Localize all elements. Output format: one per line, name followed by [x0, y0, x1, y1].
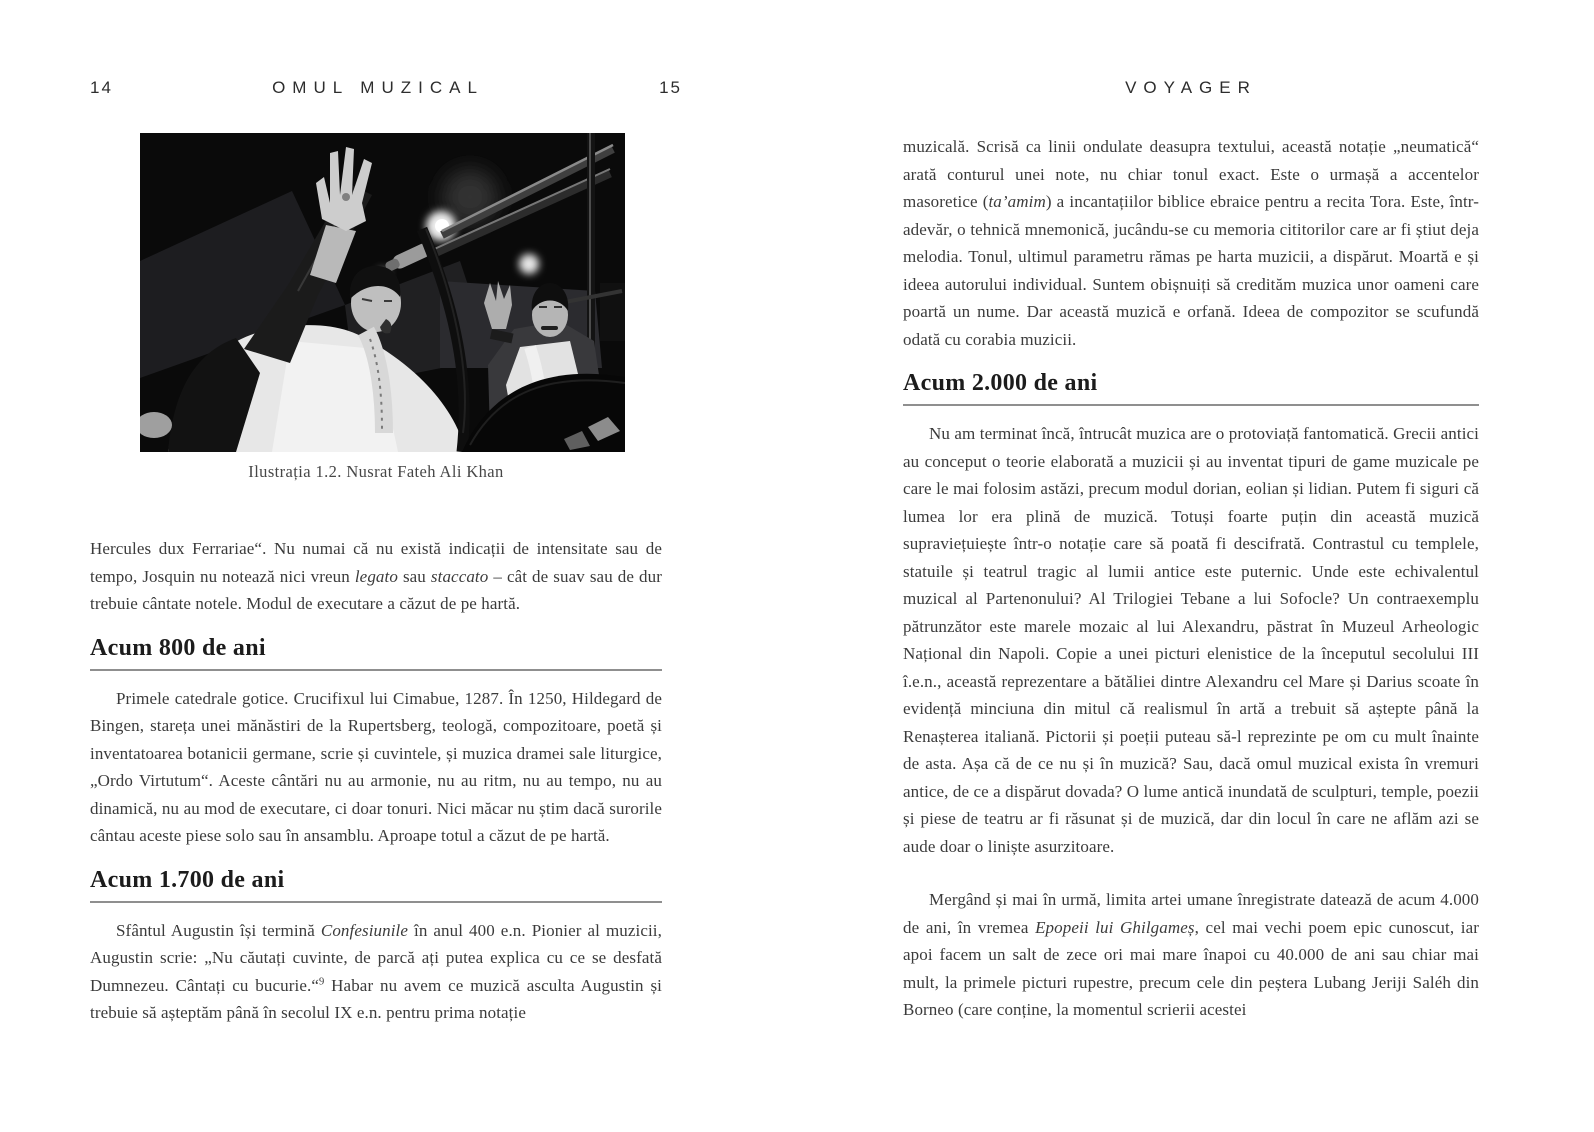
running-header-title: VOYAGER [1125, 78, 1257, 97]
running-header-title: OMUL MUZICAL [272, 78, 484, 97]
figure-caption: Ilustrația 1.2. Nusrat Fateh Ali Khan [248, 462, 504, 481]
paragraph: Sfântul Augustin își termină Confesiunile în anul 400 e.n. Pionier al muzicii, Augustin scrie: „Nu căutați cuvinte, de parcă ați putea explica cu ce se desfată Dumnezeu. Cântați cu bucurie.“$^9$ Habar nu avem ce muzică asculta Augustin și trebuie să așteptăm până în secolul IX e.n. pentru prima notație [90, 920, 662, 1022]
page-right [659, 0, 1594, 1132]
section-heading: Acum 2.000 de ani [903, 369, 1479, 406]
paragraph-continued: Hercules dux Ferrariae“. Nu numai că nu există indicații de intensitate sau de tempo, Josquin nu notează nici vreun legato sau staccato – cât de suav sau de dur trebuie cântate notele. Modul de executare a căzut de pe hartă. [90, 539, 662, 613]
paragraph: Mergând și mai în urmă, limita artei umane înregistrate datează de acum 4.000 de ani, în vremea Epopeii lui Ghilgameș, cel mai vechi poem epic cunoscut, iar apoi facem un salt de zece ori mai mare înapoi cu 40.000 de ani sau chiar mai mult, la primele picturi rupestre, precum cele din peștera Lubang Jeriji Saléh din Borneo (care conține, la momentul scrierii acestei [903, 890, 1479, 1019]
page-number: 15 [659, 78, 682, 97]
paragraph: Nu am terminat încă, întrucât muzica are o protoviață fantomatică. Grecii antici au conceput o teorie elaborată a muzicii și au inventat tipuri de game muzicale pe care le mai folosim astăzi, precum modul dorian, eolian și lidian. Putem fi siguri că lumea lor era plină de muzică. Totuși foarte puțin din această muzică supraviețuiește într-o notație care să poată fi descifrată. Contrastul cu templele, statuile și teatrul tragic al lumii antice este puternic. Unde este echivalentul muzical al Partenonului? Al Trilogiei Tebane a lui Sofocle? Un contraexemplu pătrunzător este marele mozaic al lui Alexandru, păstrat în Muzeul Arheologic Național din Napoli. Copie a unei picturi elenistice de la începutul secolului III î.e.n., această reprezentare a bătăliei dintre Alexandru cel Mare și Darius scoate în evidență minciuna din mitul că realismul în artă a trebuit să aștepte până la Renașterea italiană. Pictorii și poeții puteau să-l reprezinte pe om cu mult înainte de asta. Așa că de ce nu și în muzică? Sau, dacă omul muzical exista în vremuri antice, de ce a dispărut dovada? O lume antică inundată de sculpturi, temple, poezii și piese de teatru ar fi răsunat și de muzică, dar din locul în care ne aflăm azi se aude doar o liniște asurzitoare. [903, 424, 1479, 856]
photo-nusrat-fateh-ali-khan [140, 133, 625, 452]
photo-artwork [140, 133, 625, 452]
section-heading: Acum 1.700 de ani [90, 866, 662, 903]
section-heading: Acum 800 de ani [90, 634, 662, 671]
paragraph: Primele catedrale gotice. Crucifixul lui Cimabue, 1287. În 1250, Hildegard de Bingen, stareța unei mănăstiri de la Rupertsberg, teologă, compozitoare, poetă și inventatoarea botanicii germane, scrie și cuvintele, și muzica dramei sale liturgice, „Ordo Virtutum“. Aceste cântări nu au armonie, nu au ritm, nu au tempo, nu au dinamică, nu au mod de executare, ci doar tonuri. Nici măcar nu știm dacă surorile cântau aceste piese solo sau în ansamblu. Aproape totul a căzut de pe hartă. [90, 688, 662, 845]
text-column-right [903, 133, 1479, 1024]
page-number: 14 [90, 78, 113, 97]
paragraph-continued: muzicală. Scrisă ca linii ondulate deasupra textului, această notație „neumatică“ arată conturul unei note, nu chiar tonul exact. Este o urmașă a accentelor masoretice (ta’amim) a incantațiilor biblice ebraice pentru a recita Tora. Este, într-adevăr, o tehnică mnemonică, jucându-se cu memoria cititorilor care ar fi știut deja melodia. Tonul, ultimul parametru rămas pe harta muzicii, a dispărut. Moartă e și ideea autorului individual. Suntem obișnuiți să credităm muzica unor oameni care poartă un nume. Dar această muzică e orfană. Ideea de compozitor se scufundă odată cu corabia muzicii. [903, 137, 1479, 349]
text-column-left [90, 535, 662, 1027]
